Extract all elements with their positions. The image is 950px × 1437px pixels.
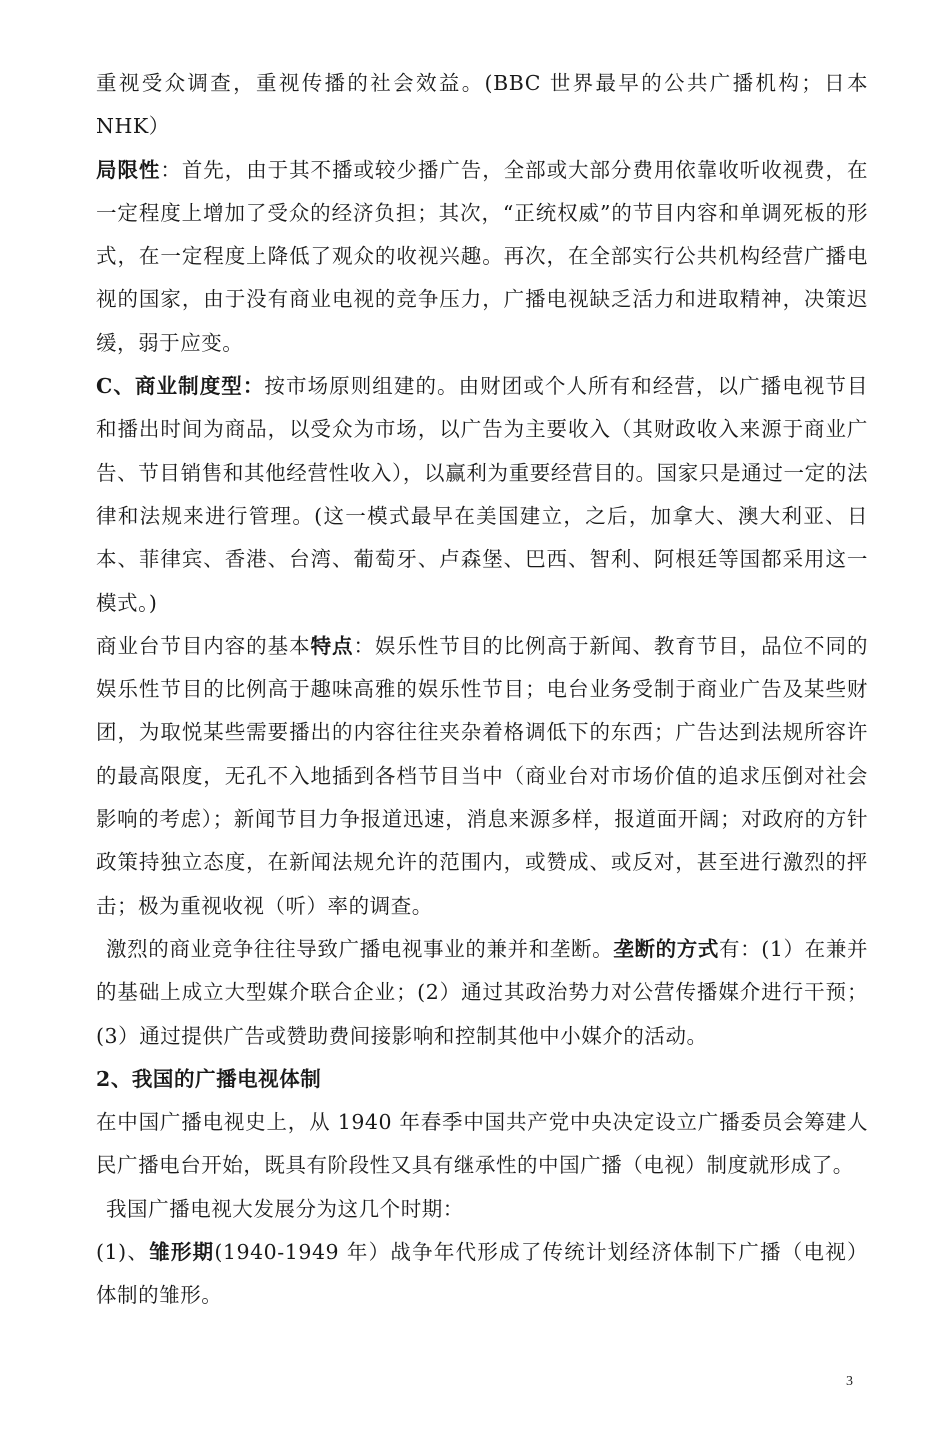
paragraph-period-embryonic: (1)、雏形期(1940-1949 年）战争年代形成了传统计划经济体制下广播（电视）体制的雏形。 [96, 1240, 868, 1308]
paragraph-public-model-end: 重视受众调查，重视传播的社会效益。(BBC 世界最早的公共广播机构；日本 NHK） [96, 71, 868, 139]
term-embryonic-period: 雏形期 [149, 1240, 215, 1265]
paragraph-commercial-features: 商业台节目内容的基本特点：娱乐性节目的比例高于新闻、教育节目，品位不同的娱乐性节目的比例高于趣味高雅的娱乐性节目；电台业务受制于商业广告及某些财团，为取悦某些需要播出的内容往往夹杂着格调低下的东西；广告达到法规所容许的最高限度，无孔不入地插到各档节目当中（商业台对市场价值的追求压倒对社会影响的考虑）；新闻节目力争报道迅速，消息来源多样，报道面开阔；对政府的方针政策持独立态度，在新闻法规允许的范围内，或赞成、或反对，甚至进行激烈的抨击；极为重视收视（听）率的调查。 [96, 633, 869, 918]
page-number: 3 [846, 1374, 853, 1389]
term-monopoly-methods: 垄断的方式 [613, 936, 720, 961]
paragraph-china-history: 在中国广播电视史上，从 1940 年春季中国共产党中央决定设立广播委员会筹建人民广播电台开始，既具有阶段性又具有继承性的中国广播（电视）制度就形成了。 [96, 1110, 868, 1178]
paragraph-monopoly: 激烈的商业竞争往往导致广播电视事业的兼并和垄断。垄断的方式有：(1）在兼并的基础上成立大型媒介联合企业；(2）通过其政治势力对公营传播媒介进行干预；(3）通过提供广告或赞助费间接影响和控制其他中小媒介的活动。 [96, 936, 869, 1048]
paragraph-commercial-model: C、商业制度型：按市场原则组建的。由财团或个人所有和经营，以广播电视节目和播出时间为商品，以受众为市场，以广告为主要收入（其财政收入来源于商业广告、节目销售和其他经营性收入），以赢利为重要经营目的。国家只是通过一定的法律和法规来进行管理。(这一模式最早在美国建立，之后，加拿大、澳大利亚、日本、菲律宾、香港、台湾、葡萄牙、卢森堡、巴西、智利、阿根廷等国都采用这一模式。) [96, 374, 868, 615]
heading-commercial-model: C、商业制度型： [96, 374, 265, 399]
body-text [96, 62, 868, 1318]
paragraph-periods-intro: 我国广播电视大发展分为这几个时期： [106, 1196, 464, 1221]
term-features: 特点 [310, 633, 354, 658]
term-limitations: 局限性 [96, 157, 161, 182]
paragraph-limitations: 局限性：首先，由于其不播或较少播广告，全部或大部分费用依靠收听收视费，在一定程度上增加了受众的经济负担；其次，“正统权威”的节目内容和单调死板的形式，在一定程度上降低了观众的收视兴趣。再次，在全部实行公共机构经营广播电视的国家，由于没有商业电视的竞争压力，广播电视缺乏活力和进取精神，决策迟缓，弱于应变。 [96, 157, 868, 355]
section-heading-china-system: 2、我国的广播电视体制 [96, 1066, 322, 1091]
